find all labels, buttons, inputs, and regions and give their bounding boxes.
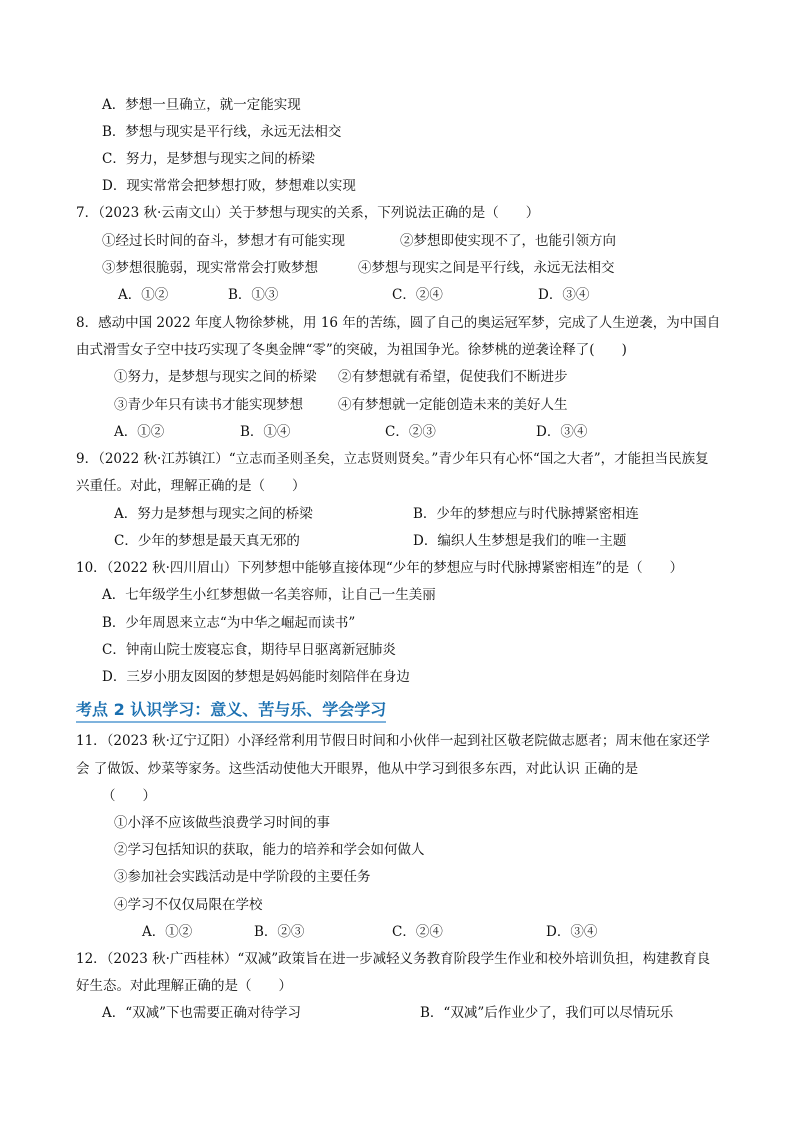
q6-option-c: C．努力，是梦想与现实之间的桥梁 <box>102 151 315 167</box>
q11-statement-4: ④学习不仅仅局限在学校 <box>114 897 263 913</box>
q11-statement-2: ②学习包括知识的获取，能力的培养和学会如何做人 <box>114 842 425 858</box>
q12-option-b: B．“双减”后作业少了，我们可以尽情玩乐 <box>420 1005 674 1021</box>
q8-stem-line1: 8．感动中国 2022 年度人物徐梦桃，用 16 年的苦练，圆了自己的奥运冠军梦，完成了人生逆袭，为中国自 <box>76 315 721 331</box>
q8-stem-line2: 由式滑雪女子空中技巧实现了冬奥金牌“零”的突破，为祖国争光。徐梦桃的逆袭诠释了( ) <box>76 342 627 358</box>
q12-stem-line2: 好生态。对此理解正确的是（ ） <box>76 978 292 994</box>
q11-stem-line2: 会 了做饭、炒菜等家务。这些活动使他大开眼界，他从中学习到很多东西，对此认识 正确的是 <box>76 761 639 777</box>
q12-stem-line1: 12．（2023 秋·广西桂林）“双减”政策旨在进一步减轻义务教育阶段学生作业和校外培训负担，构建教育良 <box>76 951 711 967</box>
q8-option-d: D．③④ <box>536 424 588 440</box>
q6-option-a: A．梦想一旦确立，就一定能实现 <box>102 97 301 113</box>
q7-option-b: B．①③ <box>228 287 279 303</box>
q8-option-c: C．②③ <box>385 424 436 440</box>
q7-option-c: C．②④ <box>392 287 443 303</box>
q7-statement-1: ①经过长时间的奋斗，梦想才有可能实现 <box>102 233 345 249</box>
q9-option-a: A．努力是梦想与现实之间的桥梁 <box>114 506 313 522</box>
q8-option-a: A．①② <box>114 424 165 440</box>
q7-option-a: A．①② <box>118 287 169 303</box>
q8-statement-3: ③青少年只有读书才能实现梦想 <box>114 397 303 413</box>
q10-option-b: B．少年周恩来立志“为中华之崛起而读书” <box>102 615 356 631</box>
q11-option-d: D．③④ <box>546 924 598 940</box>
q11-option-c: C．②④ <box>392 924 443 940</box>
q9-option-d: D．编织人生梦想是我们的唯一主题 <box>413 533 627 549</box>
q8-statement-4: ④有梦想就一定能创造未来的美好人生 <box>338 397 568 413</box>
q8-option-b: B．①④ <box>240 424 291 440</box>
q8-statement-2: ②有梦想就有希望，促使我们不断进步 <box>338 369 568 385</box>
q7-statement-4: ④梦想与现实之间是平行线，永远无法相交 <box>358 260 615 276</box>
q12-option-a: A．“双减”下也需要正确对待学习 <box>102 1005 302 1021</box>
q10-option-a: A．七年级学生小红梦想做一名美容师，让自己一生美丽 <box>102 587 436 603</box>
q10-option-d: D．三岁小朋友囡囡的梦想是妈妈能时刻陪伴在身边 <box>102 669 410 685</box>
q9-option-c: C．少年的梦想是最天真无邪的 <box>114 533 300 549</box>
q11-statement-3: ③参加社会实践活动是中学阶段的主要任务 <box>114 869 371 885</box>
q11-option-b: B．②③ <box>254 924 305 940</box>
q11-option-a: A．①② <box>142 924 193 940</box>
q9-stem-line2: 兴重任。对此，理解正确的是（ ） <box>76 478 306 494</box>
q11-stem-line3: （ ） <box>102 788 156 804</box>
q7-statement-3: ③梦想很脆弱，现实常常会打败梦想 <box>102 260 318 276</box>
q6-option-d: D．现实常常会把梦想打败，梦想难以实现 <box>102 178 356 194</box>
q7-stem: 7．（2023 秋·云南文山）关于梦想与现实的关系，下列说法正确的是（ ） <box>76 205 540 221</box>
section-heading: 考点 2 认识学习：意义、苦与乐、学会学习 <box>76 697 386 723</box>
q7-statement-2: ②梦想即使实现不了，也能引领方向 <box>400 233 616 249</box>
q11-stem-line1: 11．（2023 秋·辽宁辽阳）小泽经常利用节假日时间和小伙伴一起到社区敬老院做志愿者；周末他在家还学 <box>76 733 710 749</box>
q10-option-c: C．钟南山院士废寝忘食，期待早日驱离新冠肺炎 <box>102 642 396 658</box>
q8-statement-1: ①努力，是梦想与现实之间的桥梁 <box>114 369 317 385</box>
q11-statement-1: ①小泽不应该做些浪费学习时间的事 <box>114 815 330 831</box>
q9-option-b: B．少年的梦想应与时代脉搏紧密相连 <box>413 506 639 522</box>
q9-stem-line1: 9．（2022 秋·江苏镇江）“立志而圣则圣矣，立志贤则贤矣。”青少年只有心怀“国之大者”，才能担当民族复 <box>76 451 709 467</box>
q7-option-d: D．③④ <box>538 287 590 303</box>
q6-option-b: B．梦想与现实是平行线，永远无法相交 <box>102 124 342 140</box>
q10-stem: 10．（2022 秋·四川眉山）下列梦想中能够直接体现“少年的梦想应与时代脉搏紧密相连”的是（ ） <box>76 560 684 576</box>
